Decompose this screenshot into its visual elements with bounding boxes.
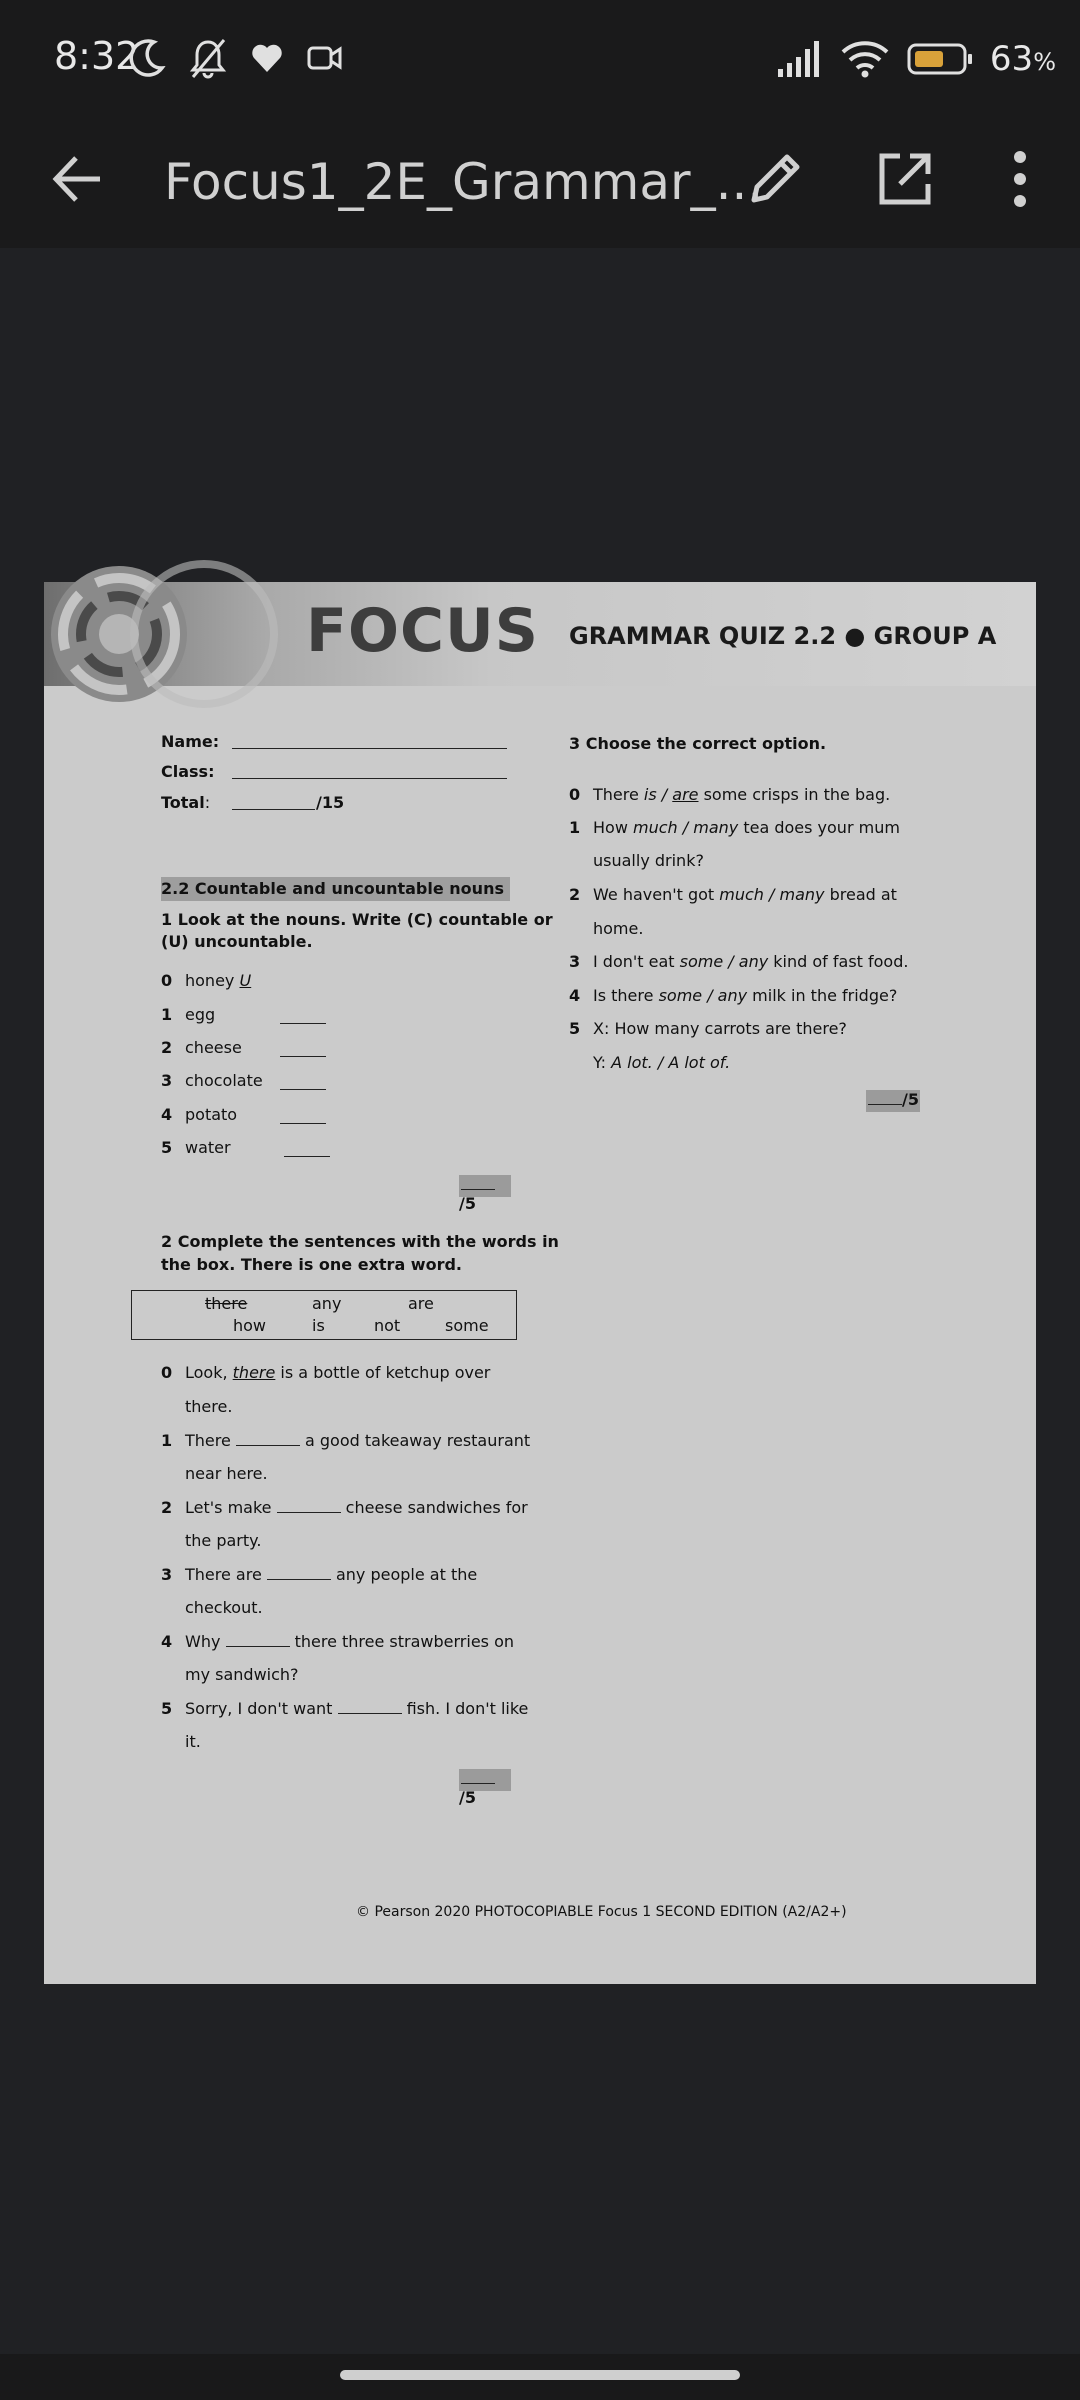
ex3-sentence-line2: usually drink?: [593, 851, 704, 870]
word-box-item: there: [205, 1294, 248, 1313]
ex3-sentence: How much / many tea does your mum: [593, 818, 900, 837]
ex1-num: 3: [161, 1071, 173, 1090]
ex2-sentence-line2: there.: [185, 1397, 233, 1416]
ex3-option[interactable]: some / any: [658, 986, 748, 1005]
ex2-sentence: There are any people at the: [185, 1565, 478, 1584]
video-icon: [306, 42, 344, 74]
ex3-option[interactable]: much / many: [633, 818, 739, 837]
total-max: /15: [316, 793, 345, 812]
ex1-answer-blank[interactable]: [280, 1009, 326, 1024]
open-external-icon: [870, 144, 940, 214]
ex1-answer-blank[interactable]: [280, 1075, 326, 1090]
ex3-sentence: We haven't got much / many bread at: [593, 885, 897, 904]
back-button[interactable]: [44, 144, 114, 214]
ex2-num: 0: [161, 1363, 173, 1382]
ex2-sentence-line2: it.: [185, 1732, 201, 1751]
page-banner: [44, 582, 1036, 686]
ex3-sentence-line2: home.: [593, 919, 644, 938]
word-box-item: how: [233, 1316, 267, 1335]
ex3-num: 1: [569, 818, 581, 837]
ex3-option[interactable]: some / any: [679, 952, 769, 971]
ex1-answer-blank[interactable]: [280, 1042, 326, 1057]
ex2-sentence: Let's make cheese sandwiches for: [185, 1498, 528, 1517]
name-label: Name:: [161, 732, 220, 751]
ex3-sentence: Is there some / any milk in the fridge?: [593, 986, 898, 1005]
open-external-button[interactable]: [870, 144, 940, 214]
ex1-num: 1: [161, 1005, 173, 1024]
ex3-option[interactable]: much / many: [719, 885, 825, 904]
ex1-word: cheese: [185, 1038, 242, 1057]
ex2-num: 5: [161, 1699, 173, 1718]
document-title: Focus1_2E_Grammar_...: [164, 153, 764, 211]
ex1-word: chocolate: [185, 1071, 263, 1090]
battery-icon: [906, 41, 974, 77]
brand-logo-text: FOCUS: [306, 596, 539, 666]
word-box-item: not: [374, 1316, 401, 1335]
battery-percent: 63: [989, 39, 1034, 79]
ex2-score-box: /5: [459, 1769, 511, 1791]
arrow-left-icon: [44, 144, 114, 214]
ex2-sentence: Why there three strawberries on: [185, 1632, 515, 1651]
ex2-instruction-2: the box. There is one extra word.: [161, 1255, 462, 1274]
ex1-word: water: [185, 1138, 231, 1157]
ex3-num: 0: [569, 785, 581, 804]
ex1-instruction-1: 1 Look at the nouns. Write (C) countable or: [161, 910, 553, 929]
app-toolbar: [0, 120, 1080, 248]
ex2-instruction-1: 2 Complete the sentences with the words in: [161, 1232, 559, 1251]
name-line: [232, 732, 507, 749]
ex3-instruction: 3 Choose the correct option.: [569, 734, 827, 753]
pencil-icon: [740, 144, 810, 214]
ex3-sentence: X: How many carrots are there?: [593, 1019, 847, 1038]
status-icons-right: [776, 34, 1056, 84]
page-footer: © Pearson 2020 PHOTOCOPIABLE Focus 1 SECOND EDITION (A2/A2+): [356, 1904, 847, 1920]
quiz-title: GRAMMAR QUIZ 2.2 ● GROUP A: [569, 622, 997, 650]
ex3-num: 4: [569, 986, 581, 1005]
battery-percent-sign: %: [1033, 48, 1056, 76]
ex1-answer-blank[interactable]: [280, 1109, 326, 1124]
signal-icon: [776, 39, 824, 79]
ex2-num: 2: [161, 1498, 173, 1517]
ex3-num: 5: [569, 1019, 581, 1038]
ex2-num: 4: [161, 1632, 173, 1651]
ex1-num: 4: [161, 1105, 173, 1124]
word-box: [131, 1290, 517, 1340]
focus-logo-swirl: [44, 582, 294, 686]
heart-icon: [250, 41, 284, 75]
ex2-sentence: There a good takeaway restaurant: [185, 1431, 531, 1450]
ex1-example-answer: U: [239, 971, 252, 990]
word-box-item: is: [312, 1316, 325, 1335]
word-box-item: any: [312, 1294, 342, 1313]
status-time: 8:32: [54, 34, 140, 78]
word-box-item: are: [408, 1294, 434, 1313]
ex2-answer-blank[interactable]: [277, 1499, 341, 1513]
more-vert-icon: [990, 144, 1050, 214]
ex2-sentence-line2: the party.: [185, 1531, 262, 1550]
ex2-sentence-line2: my sandwich?: [185, 1665, 299, 1684]
section-title: 2.2 Countable and uncountable nouns: [161, 877, 510, 901]
total-line: [232, 793, 315, 810]
status-bar: [0, 0, 1080, 120]
class-label: Class:: [161, 762, 215, 781]
ex3-sentence-line2: Y: A lot. / A lot of.: [593, 1053, 731, 1072]
ex3-sentence: There is / are some crisps in the bag.: [593, 785, 891, 804]
ex2-num: 1: [161, 1431, 173, 1450]
ex3-num: 3: [569, 952, 581, 971]
bell-off-icon: [188, 37, 228, 79]
more-options-button[interactable]: [990, 144, 1050, 214]
class-line: [232, 762, 507, 779]
ex1-answer-blank[interactable]: [284, 1142, 330, 1157]
home-gesture-bar[interactable]: [340, 2370, 740, 2380]
ex2-answer-blank[interactable]: [338, 1700, 402, 1714]
ex2-answer-blank[interactable]: [226, 1633, 290, 1647]
ex1-num: 2: [161, 1038, 173, 1057]
status-icons-left: [130, 36, 344, 80]
wifi-icon: [840, 39, 890, 79]
ex1-num: 5: [161, 1138, 173, 1157]
ex3-num: 2: [569, 885, 581, 904]
ex2-num: 3: [161, 1565, 173, 1584]
word-box-item: some: [445, 1316, 489, 1335]
ex1-word: egg: [185, 1005, 216, 1024]
ex1-word: potato: [185, 1105, 238, 1124]
ex1-instruction-2: (U) uncountable.: [161, 932, 313, 951]
moon-icon: [130, 38, 166, 78]
ex1-score-box: /5: [459, 1175, 511, 1197]
ex2-answer-blank[interactable]: [236, 1432, 300, 1446]
document-page[interactable]: [44, 582, 1036, 1984]
ex1-num: 0: [161, 971, 173, 990]
ex2-sentence: Look, there is a bottle of ketchup over: [185, 1363, 491, 1382]
ex2-answer-blank[interactable]: [267, 1566, 331, 1580]
edit-button[interactable]: [740, 144, 810, 214]
total-label: Total:: [161, 793, 211, 812]
ex3-option[interactable]: A lot. / A lot of.: [611, 1053, 731, 1072]
ex3-score-box: /5: [866, 1090, 920, 1112]
ex2-sentence-line2: near here.: [185, 1464, 268, 1483]
ex2-sentence: Sorry, I don't want fish. I don't like: [185, 1699, 529, 1718]
ex3-sentence: I don't eat some / any kind of fast food.: [593, 952, 909, 971]
ex1-word: honey U: [185, 971, 252, 990]
ex2-sentence-line2: checkout.: [185, 1598, 263, 1617]
